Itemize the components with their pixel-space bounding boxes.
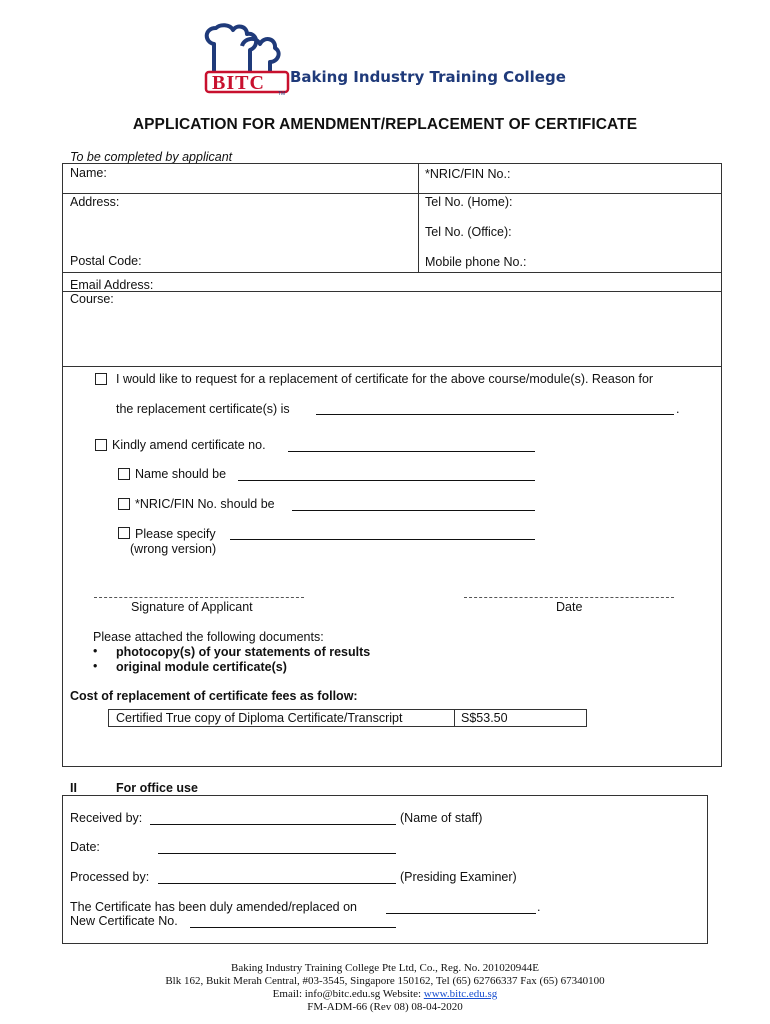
- new-cert-label: New Certificate No.: [70, 914, 178, 928]
- logo-acronym: BITC: [212, 72, 265, 94]
- divider: [62, 366, 722, 367]
- divider: [418, 163, 419, 272]
- processed-by-blank[interactable]: [158, 883, 396, 884]
- website-link[interactable]: www.bitc.edu.sg: [423, 988, 498, 1000]
- doc-item: original module certificate(s): [116, 660, 287, 674]
- bitc-logo: [200, 22, 566, 98]
- mobile-field[interactable]: Mobile phone No.:: [425, 255, 527, 269]
- email-field[interactable]: Email Address:: [70, 278, 154, 292]
- please-specify-checkbox[interactable]: [118, 527, 130, 539]
- section-number: II: [70, 781, 77, 795]
- bullet: •: [93, 644, 98, 658]
- footer-company: Baking Industry Training College Pte Ltd, Co., Reg. No. 201020944E: [231, 962, 539, 974]
- footer-email: Email: info@bitc.edu.sg Website:: [272, 988, 422, 1000]
- divider: [62, 193, 722, 194]
- footer-form-code: FM-ADM-66 (Rev 08) 08-04-2020: [307, 1001, 463, 1013]
- signature-line[interactable]: [94, 597, 304, 598]
- nric-should-blank[interactable]: [292, 510, 535, 511]
- amend-checkbox[interactable]: [95, 439, 107, 451]
- footer-address: Blk 162, Bukit Merah Central, #03-3545, Singapore 150162, Tel (65) 62766337 Fax (65) 67340100: [165, 975, 605, 987]
- reason-blank[interactable]: [316, 414, 674, 415]
- replacement-text-line2: the replacement certificate(s) is: [116, 402, 290, 416]
- new-cert-blank[interactable]: [190, 927, 396, 928]
- processed-by-label: Processed by:: [70, 870, 150, 884]
- date-line[interactable]: [464, 597, 674, 598]
- applicant-section: [62, 163, 722, 767]
- divider: [62, 291, 722, 292]
- bullet: •: [93, 659, 98, 673]
- cost-value: S$53.50: [461, 711, 508, 725]
- form-title: APPLICATION FOR AMENDMENT/REPLACEMENT OF CERTIFICATE: [132, 116, 638, 133]
- duly-date-blank[interactable]: [386, 913, 536, 914]
- tel-home-field[interactable]: Tel No. (Home):: [425, 195, 513, 209]
- divider: [454, 709, 455, 727]
- nric-should-text: *NRIC/FIN No. should be: [135, 497, 275, 511]
- office-heading: For office use: [116, 781, 198, 795]
- received-by-blank[interactable]: [150, 824, 396, 825]
- nric-should-checkbox[interactable]: [118, 498, 130, 510]
- form-subtitle: To be completed by applicant: [70, 150, 233, 164]
- date-label: Date: [556, 600, 583, 614]
- certificate-no-blank[interactable]: [288, 451, 535, 452]
- office-date-blank[interactable]: [158, 853, 396, 854]
- name-should-blank[interactable]: [238, 480, 535, 481]
- name-should-checkbox[interactable]: [118, 468, 130, 480]
- signature-label: Signature of Applicant: [131, 600, 253, 614]
- please-specify-text: Please specify: [135, 527, 216, 541]
- name-should-text: Name should be: [135, 467, 227, 481]
- replacement-text-line1: I would like to request for a replacement of certificate for the above course/module(s). Reason for: [116, 372, 654, 386]
- address-field[interactable]: Address:: [70, 195, 120, 209]
- replacement-checkbox[interactable]: [95, 373, 107, 385]
- amend-text: Kindly amend certificate no.: [112, 438, 266, 452]
- period: .: [537, 900, 541, 914]
- wrong-version-text: (wrong version): [130, 542, 217, 556]
- logo-tm: TM: [278, 91, 286, 97]
- course-field[interactable]: Course:: [70, 292, 114, 306]
- office-date-label: Date:: [70, 840, 100, 854]
- postal-code-field[interactable]: Postal Code:: [70, 254, 142, 268]
- name-field[interactable]: Name:: [70, 166, 107, 180]
- docs-heading: Please attached the following documents:: [93, 630, 324, 644]
- name-of-staff-label: (Name of staff): [400, 811, 483, 825]
- period: .: [676, 402, 680, 416]
- nric-field[interactable]: *NRIC/FIN No.:: [425, 167, 511, 181]
- cost-item: Certified True copy of Diploma Certificate/Transcript: [116, 711, 403, 725]
- divider: [62, 272, 722, 273]
- doc-item: photocopy(s) of your statements of results: [116, 645, 371, 659]
- duly-amended-text: The Certificate has been duly amended/replaced on: [70, 900, 357, 914]
- received-by-label: Received by:: [70, 811, 143, 825]
- logo-college-name: Baking Industry Training College: [290, 68, 566, 86]
- cost-heading: Cost of replacement of certificate fees as follow:: [70, 689, 358, 703]
- footer-contact: [0, 988, 770, 1000]
- please-specify-blank[interactable]: [230, 539, 535, 540]
- tel-office-field[interactable]: Tel No. (Office):: [425, 225, 512, 239]
- presiding-label: (Presiding Examiner): [400, 870, 517, 884]
